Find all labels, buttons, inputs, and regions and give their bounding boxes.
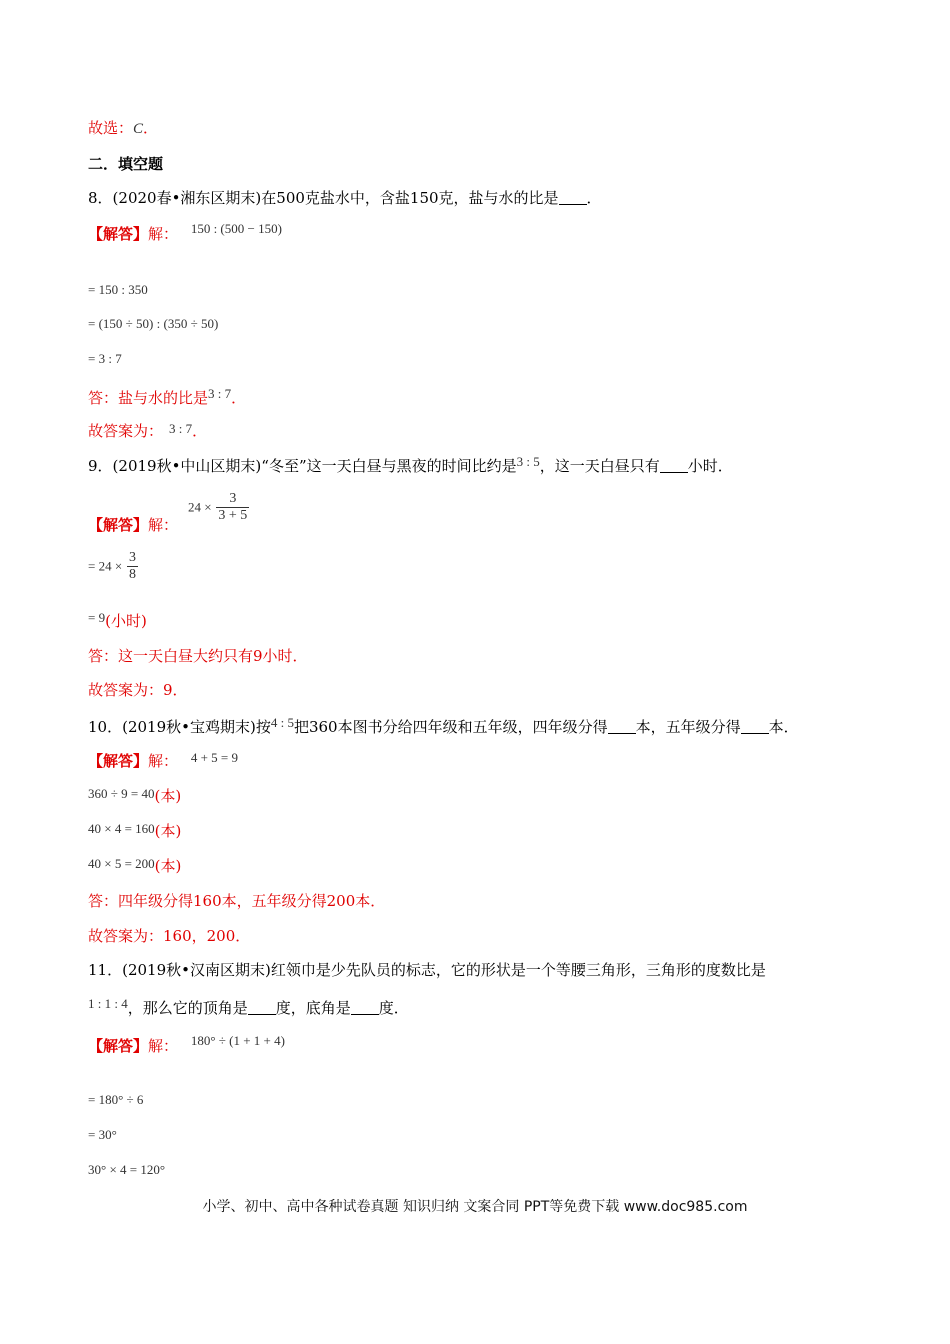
q8-final-answer: 故答案为： 3 : 7． xyxy=(88,421,208,440)
math-step: = 150 : 350 xyxy=(88,282,148,297)
solution-label: 【解答】 xyxy=(88,752,149,770)
fraction: $\frac{3}{3 + 5}$ xyxy=(218,491,248,523)
answer-blank xyxy=(660,458,688,473)
answer-label: 故选： xyxy=(88,119,134,137)
q7-answer-line: 故选：C． xyxy=(88,119,159,137)
q10-final-answer: 故答案为：160，200． xyxy=(88,927,251,945)
q8-answer: 答：盐与水的比是3 : 7． xyxy=(88,386,247,407)
solution-label: 【解答】 xyxy=(88,516,149,534)
answer-blank xyxy=(248,1000,276,1015)
q11-solution-line: 【解答】解： 180° ÷ (1 + 1 + 4) xyxy=(88,1033,285,1055)
q9-final-answer: 故答案为：9． xyxy=(88,681,188,699)
q11-question-line2: 1 : 1 : 4，那么它的顶角是 度，底角是 度． xyxy=(88,996,409,1017)
math-step: 150 : (500 − 150) xyxy=(190,221,282,236)
answer-blank xyxy=(741,719,769,734)
answer-blank xyxy=(559,190,587,205)
math-step: 24 × xyxy=(188,499,212,515)
math-step: 40 × 5 = 200(本) xyxy=(88,856,182,875)
q10-question: 10．(2019秋•宝鸡期末)按4 : 5把360本图书分给四年级和五年级，四年级分得 本，五年级分得 本． xyxy=(88,715,799,736)
math-step: = (150 ÷ 50) : (350 ÷ 50) xyxy=(88,316,219,331)
section-title: 二．填空题 xyxy=(88,155,164,173)
q11-question-line1: 11．(2019秋•汉南区期末)红领巾是少先队员的标志，它的形状是一个等腰三角形，三角形的度数比是 xyxy=(88,961,766,979)
math-step: = 9(小时) xyxy=(88,610,147,630)
math-step: = 3 : 7 xyxy=(88,351,122,366)
math-step: 30° × 4 = 120° xyxy=(88,1162,166,1177)
math-step: = 180° ÷ 6 xyxy=(88,1092,144,1107)
q9-answer: 答：这一天白昼大约只有9小时． xyxy=(88,647,308,665)
math-step: 4 + 5 = 9 xyxy=(190,750,238,765)
fraction: $\frac{3}{8}$ xyxy=(128,550,136,582)
math-step: = 30° xyxy=(88,1127,117,1142)
q8-solution-line: 【解答】解： 150 : (500 − 150) xyxy=(88,221,282,243)
math-step: 180° ÷ (1 + 1 + 4) xyxy=(190,1033,285,1048)
q8-question: 8．(2020春•湘东区期末)在500克盐水中，含盐150克，盐与水的比是 ． xyxy=(88,189,602,207)
math-step: = 24 × $\frac{3}{8}$ xyxy=(88,550,136,582)
q9-question: 9．(2019秋•中山区期末)“冬至”这一天白昼与黑夜的时间比约是3 : 5，这一天白昼只有 小时． xyxy=(88,454,733,475)
math-step: 40 × 4 = 160(本) xyxy=(88,821,182,840)
answer-blank xyxy=(608,719,636,734)
solution-label: 【解答】 xyxy=(88,225,149,243)
math-step: 360 ÷ 9 = 40(本) xyxy=(88,786,182,805)
solution-label: 【解答】 xyxy=(88,1037,149,1055)
answer-blank xyxy=(351,1000,379,1015)
q10-answer: 答：四年级分得160本，五年级分得200本． xyxy=(88,892,386,910)
answer-choice: C xyxy=(133,121,144,137)
page-footer: 小学、初中、高中各种试卷真题 知识归纳 文案合同 PPT等免费下载 www.doc985.com xyxy=(202,1199,748,1215)
q10-solution-line: 【解答】解： 4 + 5 = 9 xyxy=(88,750,238,770)
